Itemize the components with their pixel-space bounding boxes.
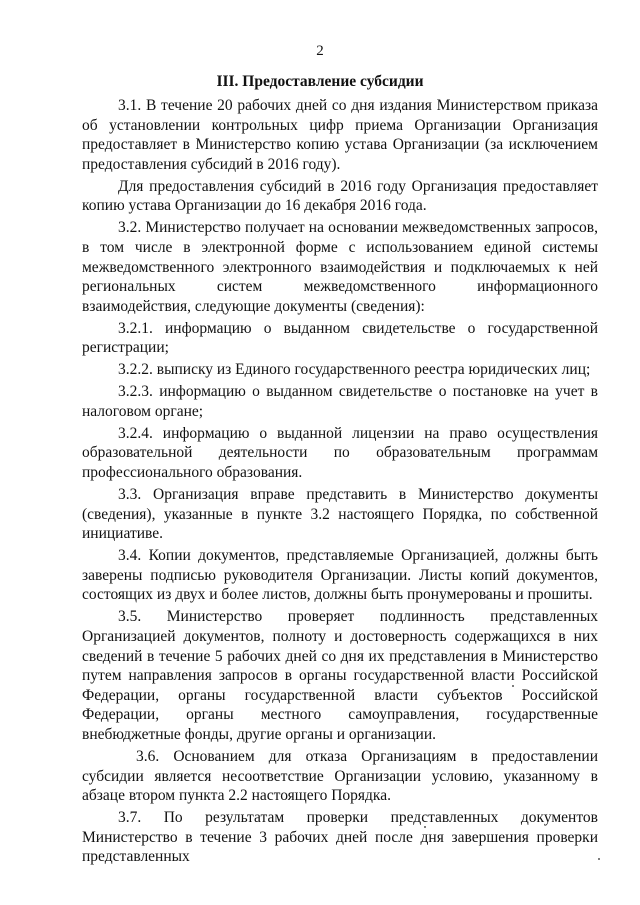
scan-speck <box>598 858 600 860</box>
scan-speck <box>512 685 514 687</box>
paragraph-3-5: 3.5. Министерство проверяет подлинность представленных Организацией документов, полноту и достоверность содержащихся в них сведений в течение 5 рабочих дней со дня их представления в Министерство путем направления запросов в органы государственной власти Российской Федерации, органы государственной власти субъектов Российской Федерации, органы местного самоуправления, государственные внебюджетные фонды, другие органы и организации. <box>82 608 598 743</box>
paragraph-3-4: 3.4. Копии документов, представляемые Организацией, должны быть заверены подписью руководителя Организации. Листы копий документов, состоящих из двух и более листов, должны быть пронумерованы и прошиты. <box>82 547 598 604</box>
paragraph-3-1-deadline: Для предоставления субсидий в 2016 году Организация предоставляет копию устава Организации до 16 декабря 2016 года. <box>82 177 598 215</box>
paragraph-3-1: 3.1. В течение 20 рабочих дней со дня издания Министерством приказа об установлении контрольных цифр приема Организации Организация предоставляет в Министерство копию устава Организации (за исключением предоставления субсидий в 2016 году). <box>82 97 598 173</box>
paragraph-3-6: 3.6. Основанием для отказа Организациям в предоставлении субсидии является несоответствие Организации условию, указанному в абзаце втором пункта 2.2 настоящего Порядка. <box>82 747 598 805</box>
paragraph-3-2-1: 3.2.1. информацию о выданном свидетельстве о государственной регистрации; <box>82 319 598 357</box>
paragraph-3-3: 3.3. Организация вправе представить в Министерство документы (сведения), указанные в пункте 3.2 настоящего Порядка, по собственной инициативе. <box>82 486 598 543</box>
paragraph-3-2-4: 3.2.4. информацию о выданной лицензии на право осуществления образовательной деятельности по образовательным программам профессионального образования. <box>82 424 598 482</box>
section-heading: III. Предоставление субсидии <box>216 73 424 90</box>
page-number: 2 <box>316 43 324 59</box>
paragraph-3-2-2: 3.2.2. выписку из Единого государственного реестра юридических лиц; <box>118 361 591 379</box>
scan-speck <box>424 826 426 828</box>
paragraph-3-2-3: 3.2.3. информацию о выданном свидетельстве о постановке на учет в налоговом органе; <box>82 383 598 420</box>
document-body <box>82 96 598 869</box>
paragraph-3-2: 3.2. Министерство получает на основании межведомственных запросов, в том числе в электронной форме с использованием единой системы межведомственного электронного взаимодействия и подключаемых к ней региональных систем межведомственного информационного взаимодействия, следующие документы (сведения): <box>82 219 598 315</box>
paragraph-3-7: 3.7. По результатам проверки представленных документов Министерство в течение 3 рабочих дней после дня завершения проверки представленных <box>82 809 598 866</box>
